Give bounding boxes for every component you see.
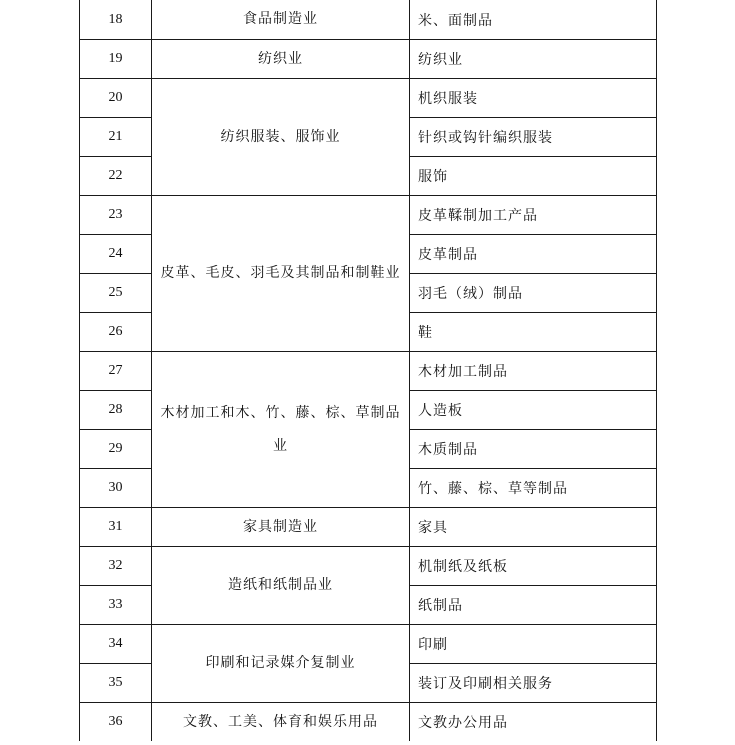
industry-item: 纸制品 (410, 586, 657, 625)
industry-item: 纺织业 (410, 40, 657, 79)
row-number: 33 (80, 586, 152, 625)
row-number: 26 (80, 313, 152, 352)
industry-item: 印刷 (410, 625, 657, 664)
industry-item: 服饰 (410, 157, 657, 196)
table-row (80, 508, 657, 547)
industry-item: 机织服装 (410, 79, 657, 118)
industry-category: 木材加工和木、竹、藤、棕、草制品业 (152, 352, 410, 508)
table-row (80, 0, 657, 40)
table-row (80, 625, 657, 664)
table-row (80, 40, 657, 79)
industry-category: 纺织业 (152, 40, 410, 79)
industry-item: 皮革鞣制加工产品 (410, 196, 657, 235)
industry-category: 皮革、毛皮、羽毛及其制品和制鞋业 (152, 196, 410, 352)
row-number: 21 (80, 118, 152, 157)
industry-item: 羽毛（绒）制品 (410, 274, 657, 313)
table-row (80, 79, 657, 118)
row-number: 20 (80, 79, 152, 118)
industry-item: 米、面制品 (410, 0, 657, 40)
industry-category: 文教、工美、体育和娱乐用品 (152, 703, 410, 742)
table-row (80, 196, 657, 235)
industry-item: 木质制品 (410, 430, 657, 469)
industry-item: 针织或钩针编织服装 (410, 118, 657, 157)
industry-item: 鞋 (410, 313, 657, 352)
row-number: 19 (80, 40, 152, 79)
row-number: 18 (80, 0, 152, 40)
row-number: 29 (80, 430, 152, 469)
industry-item: 装订及印刷相关服务 (410, 664, 657, 703)
row-number: 31 (80, 508, 152, 547)
row-number: 27 (80, 352, 152, 391)
industry-item: 木材加工制品 (410, 352, 657, 391)
row-number: 30 (80, 469, 152, 508)
industry-item: 竹、藤、棕、草等制品 (410, 469, 657, 508)
industry-category: 印刷和记录媒介复制业 (152, 625, 410, 703)
table-row (80, 352, 657, 391)
industry-category: 造纸和纸制品业 (152, 547, 410, 625)
row-number: 23 (80, 196, 152, 235)
industry-item: 家具 (410, 508, 657, 547)
industry-category: 家具制造业 (152, 508, 410, 547)
industry-category: 纺织服装、服饰业 (152, 79, 410, 196)
row-number: 24 (80, 235, 152, 274)
industry-classification-table (79, 0, 657, 741)
row-number: 35 (80, 664, 152, 703)
table-row (80, 703, 657, 742)
row-number: 25 (80, 274, 152, 313)
industry-item: 机制纸及纸板 (410, 547, 657, 586)
industry-item: 人造板 (410, 391, 657, 430)
table-row (80, 547, 657, 586)
industry-category: 食品制造业 (152, 0, 410, 40)
row-number: 22 (80, 157, 152, 196)
industry-table-container (79, 0, 657, 741)
row-number: 34 (80, 625, 152, 664)
row-number: 28 (80, 391, 152, 430)
industry-item: 皮革制品 (410, 235, 657, 274)
row-number: 32 (80, 547, 152, 586)
industry-item: 文教办公用品 (410, 703, 657, 742)
row-number: 36 (80, 703, 152, 742)
